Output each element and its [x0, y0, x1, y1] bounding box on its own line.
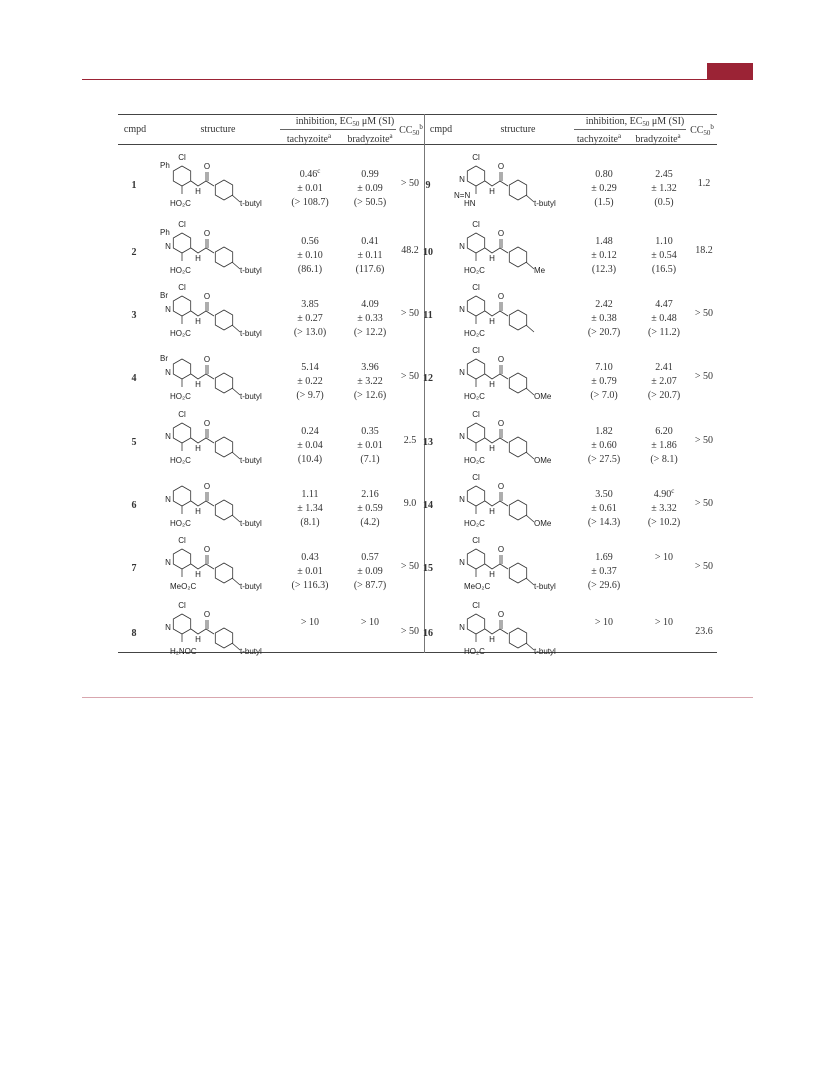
bradyzoite-ec50: > 10 — [360, 617, 380, 628]
tachyzoite-ec50: 0.80 — [595, 169, 613, 180]
tachyzoite-si: (10.4) — [297, 454, 323, 465]
ring-nitrogen-label: N — [459, 368, 465, 377]
acid-group-label: HO₂C — [170, 456, 191, 465]
tachyzoite-si: (> 27.5) — [587, 454, 621, 465]
bradyzoite-ec50: 3.96 — [361, 362, 379, 373]
amide-nh-label: H — [489, 507, 495, 516]
footnote-marker: c — [671, 487, 675, 495]
tachyzoite-ec50: 0.56 — [301, 236, 319, 247]
compound-number: 11 — [423, 310, 433, 321]
bradyzoite-si: (> 50.5) — [353, 197, 387, 208]
tachyzoite-si: (> 29.6) — [587, 580, 621, 591]
bradyzoite-ec50: 4.90 — [653, 489, 672, 500]
tachyzoite-ec50: 7.10 — [595, 362, 613, 373]
amide-nh-label: H — [195, 380, 201, 389]
col-bradyzoite-header-right: bradyzoite$^a$ — [635, 132, 681, 145]
ring-nitrogen-label: N — [459, 495, 465, 504]
tachyzoite-si: (> 9.7) — [296, 390, 324, 401]
col-inhibition-header-right: inhibition, $EC_{50}$ μM (SI) — [585, 116, 685, 128]
ring-nitrogen-label: N — [459, 305, 465, 314]
chlorine-label: Cl — [472, 346, 480, 355]
tachyzoite-value — [280, 421, 340, 467]
compound-number: 14 — [423, 500, 433, 511]
tachyzoite-si: (> 14.3) — [587, 517, 621, 528]
bradyzoite-ec50: 2.41 — [655, 362, 673, 373]
substituent-label: t-butyl — [534, 199, 556, 208]
tachyzoite-sd: ± 0.01 — [297, 183, 323, 194]
ring-nitrogen-label: N — [165, 432, 171, 441]
tachyzoite-si: (> 20.7) — [587, 327, 621, 338]
cc50-value: > 50 — [694, 498, 714, 509]
cc50-value: > 50 — [694, 371, 714, 382]
chlorine-label: Cl — [472, 536, 480, 545]
ring-nitrogen-label: N — [459, 558, 465, 567]
col-cmpd-header-right: cmpd — [429, 124, 453, 135]
table-top-rule — [118, 114, 717, 115]
acid-group-label: HO₂C — [170, 329, 191, 338]
tachyzoite-value — [280, 231, 340, 277]
amide-nh-label: H — [195, 507, 201, 516]
tachyzoite-sd: ± 0.37 — [591, 566, 617, 577]
tachyzoite-value — [280, 294, 340, 340]
tachyzoite-si: (> 7.0) — [590, 390, 618, 401]
tachyzoite-value — [574, 357, 634, 403]
chlorine-label: Cl — [472, 220, 480, 229]
chlorine-label: Cl — [178, 410, 186, 419]
cc50-value: 1.2 — [697, 178, 711, 189]
bradyzoite-sd: ± 1.86 — [651, 440, 677, 451]
tachyzoite-value — [574, 484, 634, 530]
footnote-marker: c — [317, 167, 321, 175]
tachyzoite-value — [280, 164, 340, 210]
chlorine-label: Cl — [472, 283, 480, 292]
tachyzoite-si: (> 108.7) — [291, 197, 329, 208]
carbonyl-o-label: O — [497, 162, 505, 171]
bradyzoite-si: (> 10.2) — [647, 517, 681, 528]
cc50-value: 9.0 — [403, 498, 417, 509]
substituent-label: t-butyl — [240, 199, 262, 208]
carbonyl-o-label: O — [203, 482, 211, 491]
bradyzoite-sd: ± 0.59 — [357, 503, 383, 514]
ring-nitrogen-label: N — [459, 175, 465, 184]
tachyzoite-sd: ± 0.60 — [591, 440, 617, 451]
tachyzoite-sd: ± 0.22 — [297, 376, 323, 387]
chlorine-label: Cl — [472, 473, 480, 482]
col-tachyzoite-header-right: tachyzoite$^a$ — [576, 132, 622, 145]
bradyzoite-ec50: > 10 — [654, 617, 674, 628]
tachyzoite-ec50: 1.69 — [595, 552, 613, 563]
amide-nh-label: H — [489, 187, 495, 196]
col-cc50-header: $CC_{50}^b$ — [399, 123, 423, 137]
structure-drawing — [452, 533, 570, 593]
tachyzoite-ec50: 1.48 — [595, 236, 613, 247]
amide-nh-label: H — [195, 444, 201, 453]
acid-group-label: H₂NOC — [170, 647, 197, 656]
bradyzoite-si: (> 87.7) — [353, 580, 387, 591]
tachyzoite-ec50: 0.46 — [299, 169, 318, 180]
ring-nitrogen-label: N — [165, 305, 171, 314]
chlorine-label: Cl — [178, 601, 186, 610]
acid-group-label: HO₂C — [170, 199, 191, 208]
structure-drawing — [452, 470, 570, 530]
col-inhibition-header: inhibition, $EC_{50}$ μM (SI) — [295, 116, 395, 128]
bradyzoite-si: (0.5) — [654, 197, 674, 208]
carbonyl-o-label: O — [497, 545, 505, 554]
tachyzoite-ec50: > 10 — [300, 617, 320, 628]
bradyzoite-ec50: 1.10 — [655, 236, 673, 247]
tachyzoite-sd: ± 0.12 — [591, 250, 617, 261]
structure-drawing — [158, 217, 276, 277]
cc50-value: > 50 — [694, 561, 714, 572]
ring-nitrogen-label: N — [165, 242, 171, 251]
tachyzoite-value — [574, 421, 634, 467]
compound-number: 12 — [423, 373, 433, 384]
acid-group-label: HO₂C — [464, 392, 485, 401]
chlorine-label: Cl — [178, 220, 186, 229]
tachyzoite-si: (> 116.3) — [291, 580, 329, 591]
amide-nh-label: H — [489, 444, 495, 453]
chlorine-label: Cl — [178, 153, 186, 162]
acid-group-label: HO₂C — [464, 329, 485, 338]
tachyzoite-value — [280, 547, 340, 593]
structure-drawing — [452, 598, 570, 658]
bradyzoite-sd: ± 0.09 — [357, 183, 383, 194]
inhibition-subrule — [280, 129, 396, 130]
tachyzoite-ec50: 3.85 — [301, 299, 319, 310]
compound-number: 16 — [423, 628, 433, 639]
bradyzoite-si: (> 11.2) — [648, 327, 680, 338]
bradyzoite-si: (> 8.1) — [650, 454, 678, 465]
ring-substituent-label: Br — [160, 354, 168, 363]
carbonyl-o-label: O — [497, 610, 505, 619]
tachyzoite-si: (8.1) — [300, 517, 320, 528]
bradyzoite-ec50: 0.99 — [361, 169, 379, 180]
col-cc50-header-right: $CC_{50}^b$ — [690, 123, 714, 137]
ring-nitrogen-label: N — [165, 558, 171, 567]
tetrazole-label: N=N — [454, 191, 471, 200]
bradyzoite-ec50: 0.41 — [361, 236, 379, 247]
bradyzoite-sd: ± 0.11 — [357, 250, 383, 261]
carbonyl-o-label: O — [203, 229, 211, 238]
ring-nitrogen-label: N — [165, 623, 171, 632]
bradyzoite-si: (16.5) — [651, 264, 677, 275]
acid-group-label: HO₂C — [464, 647, 485, 656]
amide-nh-label: H — [489, 570, 495, 579]
bradyzoite-ec50: 0.35 — [361, 426, 379, 437]
carbonyl-o-label: O — [203, 292, 211, 301]
structure-drawing — [158, 150, 276, 210]
tachyzoite-ec50: 1.11 — [301, 489, 319, 500]
tachyzoite-sd: ± 0.29 — [591, 183, 617, 194]
bradyzoite-ec50: > 10 — [654, 552, 674, 563]
tachyzoite-value — [280, 484, 340, 530]
tachyzoite-si: (1.5) — [594, 197, 614, 208]
tachyzoite-sd: ± 0.10 — [297, 250, 323, 261]
compound-number: 10 — [423, 247, 433, 258]
compound-number: 9 — [425, 180, 431, 191]
substituent-label: OMe — [534, 392, 552, 401]
bradyzoite-sd: ± 1.32 — [651, 183, 677, 194]
tachyzoite-ec50: 2.42 — [595, 299, 613, 310]
cc50-value: > 50 — [400, 308, 420, 319]
amide-nh-label: H — [195, 254, 201, 263]
substituent-label: OMe — [534, 456, 552, 465]
compound-number: 4 — [131, 373, 137, 384]
acid-group-label: HO₂C — [170, 392, 191, 401]
tachyzoite-si: (12.3) — [591, 264, 617, 275]
substituent-label: t-butyl — [240, 519, 262, 528]
bradyzoite-sd: ± 0.54 — [651, 250, 677, 261]
header-rule — [82, 79, 753, 80]
substituent-label: t-butyl — [534, 582, 556, 591]
tachyzoite-ec50: 3.50 — [595, 489, 613, 500]
substituent-label: t-butyl — [240, 266, 262, 275]
substituent-label: t-butyl — [240, 647, 262, 656]
carbonyl-o-label: O — [497, 482, 505, 491]
amide-nh-label: H — [195, 570, 201, 579]
amide-nh-label: H — [489, 254, 495, 263]
tachyzoite-si: (> 13.0) — [293, 327, 327, 338]
tachyzoite-sd: ± 0.04 — [297, 440, 323, 451]
amide-nh-label: H — [195, 635, 201, 644]
chlorine-label: Cl — [472, 601, 480, 610]
structure-drawing — [158, 533, 276, 593]
tachyzoite-value — [280, 357, 340, 403]
acid-group-label: HN — [464, 199, 476, 208]
carbonyl-o-label: O — [203, 355, 211, 364]
cc50-value: > 50 — [694, 308, 714, 319]
structure-drawing — [158, 598, 276, 658]
structure-drawing — [158, 343, 276, 403]
substituent-label: OMe — [534, 519, 552, 528]
bradyzoite-si: (4.2) — [360, 517, 380, 528]
bradyzoite-si: (> 12.6) — [353, 390, 387, 401]
bradyzoite-sd: ± 2.07 — [651, 376, 677, 387]
structure-drawing — [158, 280, 276, 340]
chlorine-label: Cl — [472, 410, 480, 419]
substituent-label: t-butyl — [240, 456, 262, 465]
structure-drawing — [452, 280, 570, 340]
compound-number: 8 — [131, 628, 137, 639]
substituent-label: t-butyl — [240, 392, 262, 401]
compound-number: 15 — [423, 563, 433, 574]
carbonyl-o-label: O — [497, 419, 505, 428]
cc50-value: > 50 — [694, 435, 714, 446]
bradyzoite-ec50: 4.47 — [655, 299, 673, 310]
carbonyl-o-label: O — [497, 355, 505, 364]
carbonyl-o-label: O — [203, 610, 211, 619]
bradyzoite-sd: ± 0.09 — [357, 566, 383, 577]
acid-group-label: MeO₂C — [464, 582, 491, 591]
acid-group-label: MeO₂C — [170, 582, 197, 591]
bradyzoite-si: (> 20.7) — [647, 390, 681, 401]
tachyzoite-ec50: 0.43 — [301, 552, 319, 563]
ring-nitrogen-label: N — [459, 623, 465, 632]
bradyzoite-ec50: 2.45 — [655, 169, 673, 180]
col-tachyzoite-header: tachyzoite$^a$ — [286, 132, 332, 145]
carbonyl-o-label: O — [203, 162, 211, 171]
bradyzoite-sd: ± 0.01 — [357, 440, 383, 451]
tachyzoite-sd: ± 0.27 — [297, 313, 323, 324]
ring-substituent-label: Ph — [160, 228, 170, 237]
compound-number: 3 — [131, 310, 137, 321]
bradyzoite-ec50: 2.16 — [361, 489, 379, 500]
tachyzoite-si: (86.1) — [297, 264, 323, 275]
bradyzoite-ec50: 6.20 — [655, 426, 673, 437]
bradyzoite-si: (> 12.2) — [353, 327, 387, 338]
compound-number: 2 — [131, 247, 137, 258]
structure-drawing — [452, 407, 570, 467]
compound-number: 6 — [131, 500, 137, 511]
page-tab — [707, 63, 753, 79]
acid-group-label: HO₂C — [464, 266, 485, 275]
ring-nitrogen-label: N — [165, 368, 171, 377]
acid-group-label: HO₂C — [464, 519, 485, 528]
tachyzoite-value — [280, 612, 340, 630]
col-bradyzoite-header: bradyzoite$^a$ — [347, 132, 393, 145]
structure-drawing — [158, 470, 276, 530]
cc50-value: 18.2 — [695, 245, 713, 256]
chlorine-label: Cl — [178, 283, 186, 292]
tachyzoite-sd: ± 0.01 — [297, 566, 323, 577]
ring-nitrogen-label: N — [165, 495, 171, 504]
carbonyl-o-label: O — [203, 419, 211, 428]
carbonyl-o-label: O — [497, 292, 505, 301]
tachyzoite-sd: ± 0.79 — [591, 376, 617, 387]
tachyzoite-sd: ± 1.34 — [297, 503, 323, 514]
col-structure-header-right: structure — [500, 124, 536, 135]
ring-substituent-label: Br — [160, 291, 168, 300]
bradyzoite-sd: ± 3.32 — [651, 503, 677, 514]
bradyzoite-ec50: 4.09 — [361, 299, 379, 310]
tachyzoite-ec50: 1.82 — [595, 426, 613, 437]
carbonyl-o-label: O — [497, 229, 505, 238]
tachyzoite-value — [574, 547, 634, 593]
bradyzoite-sd: ± 3.22 — [357, 376, 383, 387]
chlorine-label: Cl — [472, 153, 480, 162]
ring-nitrogen-label: N — [459, 432, 465, 441]
tachyzoite-sd: ± 0.61 — [591, 503, 617, 514]
cc50-value: > 50 — [400, 561, 420, 572]
compound-number: 1 — [131, 180, 137, 191]
footer-rule — [82, 697, 753, 698]
substituent-label: t-butyl — [240, 582, 262, 591]
tachyzoite-value — [574, 164, 634, 210]
structure-drawing — [452, 343, 570, 403]
inhibition-subrule-right — [574, 129, 686, 130]
tachyzoite-value — [574, 231, 634, 277]
structure-drawing — [158, 407, 276, 467]
tachyzoite-value — [574, 612, 634, 630]
bradyzoite-sd: ± 0.33 — [357, 313, 383, 324]
bradyzoite-si: (117.6) — [355, 264, 385, 275]
cc50-value: 23.6 — [695, 626, 713, 637]
amide-nh-label: H — [195, 187, 201, 196]
chlorine-label: Cl — [178, 536, 186, 545]
substituent-label: t-butyl — [240, 329, 262, 338]
tachyzoite-ec50: 0.24 — [301, 426, 319, 437]
ring-nitrogen-label: N — [459, 242, 465, 251]
cc50-value: > 50 — [400, 371, 420, 382]
compound-number: 5 — [131, 437, 137, 448]
col-cmpd-header: cmpd — [123, 124, 147, 135]
amide-nh-label: H — [489, 317, 495, 326]
cc50-value: 2.5 — [403, 435, 417, 446]
compound-number: 13 — [423, 437, 433, 448]
bradyzoite-sd: ± 0.48 — [651, 313, 677, 324]
bradyzoite-ec50: 0.57 — [361, 552, 379, 563]
substituent-label: t-butyl — [534, 647, 556, 656]
acid-group-label: HO₂C — [464, 456, 485, 465]
cc50-value: 48.2 — [401, 245, 419, 256]
carbonyl-o-label: O — [203, 545, 211, 554]
tachyzoite-sd: ± 0.38 — [591, 313, 617, 324]
structure-drawing — [452, 217, 570, 277]
col-structure-header: structure — [200, 124, 236, 135]
bradyzoite-si: (7.1) — [360, 454, 380, 465]
amide-nh-label: H — [489, 380, 495, 389]
tachyzoite-value — [574, 294, 634, 340]
cc50-value: > 50 — [400, 626, 420, 637]
ring-substituent-label: Ph — [160, 161, 170, 170]
structure-drawing — [452, 150, 570, 210]
amide-nh-label: H — [195, 317, 201, 326]
tachyzoite-ec50: > 10 — [594, 617, 614, 628]
substituent-label: Me — [534, 266, 546, 275]
cc50-value: > 50 — [400, 178, 420, 189]
acid-group-label: HO₂C — [170, 519, 191, 528]
tachyzoite-ec50: 5.14 — [301, 362, 319, 373]
acid-group-label: HO₂C — [170, 266, 191, 275]
compound-number: 7 — [131, 563, 137, 574]
amide-nh-label: H — [489, 635, 495, 644]
